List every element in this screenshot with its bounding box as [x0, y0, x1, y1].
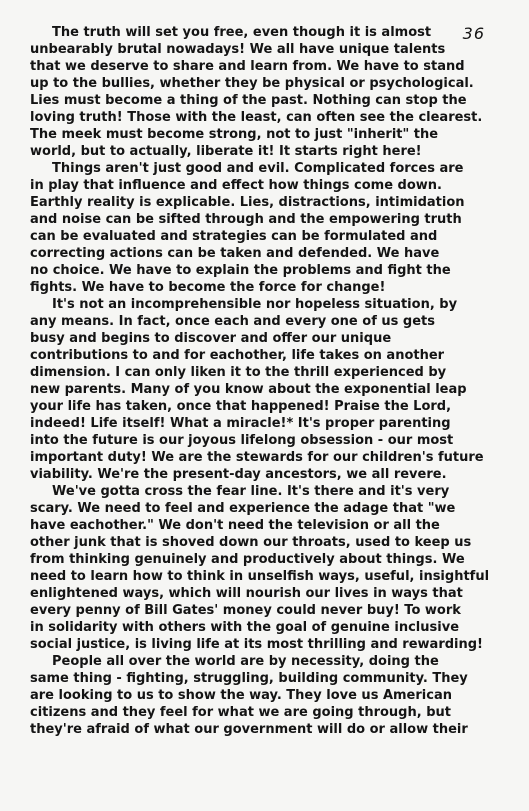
text-line: citizens and they feel for what we are going through, but: [30, 705, 451, 720]
text-line: viability. We're the present-day ancestors, we all revere.: [30, 467, 447, 482]
text-line: Lies must become a thing of the past. Nothing can stop the: [30, 93, 467, 108]
text-line: loving truth! Those with the least, can often see the clearest.: [30, 110, 483, 125]
text-line: social justice, is living life at its most thrilling and rewarding!: [30, 637, 483, 652]
text-line: in play that influence and effect how things come down.: [30, 178, 442, 193]
text-line: new parents. Many of you know about the exponential leap: [30, 382, 467, 397]
text-line: into the future is our joyous lifelong obsession - our most: [30, 433, 454, 448]
text-line: dimension. I can only liken it to the thrill experienced by: [30, 365, 447, 380]
text-line: in solidarity with others with the goal of genuine inclusive: [30, 620, 460, 635]
text-line: any means. In fact, once each and every one of us gets: [30, 314, 435, 329]
text-line: indeed! Life itself! What a miracle!* It's proper parenting: [30, 416, 451, 431]
page-number: 36: [462, 24, 485, 43]
text-line: up to the bullies, whether they be physical or psychological.: [30, 76, 474, 91]
text-line: Things aren't just good and evil. Complicated forces are: [52, 161, 464, 176]
text-line: fights. We have to become the force for change!: [30, 280, 386, 295]
text-line: need to learn how to think in unselfish ways, useful, insightful: [30, 569, 490, 584]
text-line: your life has taken, once that happened! Praise the Lord,: [30, 399, 452, 414]
paragraph-5: [30, 653, 498, 738]
paragraph-2: [30, 160, 498, 296]
text-line: Earthly reality is explicable. Lies, distractions, intimidation: [30, 195, 465, 210]
text-line: People all over the world are by necessity, doing the: [52, 654, 439, 669]
paragraph-3: [30, 296, 498, 483]
text-line: The truth will set you free, even though it is almost: [52, 25, 432, 40]
text-line: unbearably brutal nowadays! We all have unique talents: [30, 42, 446, 57]
text-line: scary. We need to feel and experience the adage that "we: [30, 501, 456, 516]
text-line: enlightened ways, which will nourish our lives in ways that: [30, 586, 463, 601]
text-line: they're afraid of what our government will do or allow their: [30, 722, 468, 737]
text-line: that we deserve to share and learn from. We have to stand: [30, 59, 465, 74]
text-line: important duty! We are the stewards for our children's future: [30, 450, 484, 465]
text-line: every penny of Bill Gates' money could never buy! To work: [30, 603, 461, 618]
text-line: no choice. We have to explain the problems and fight the: [30, 263, 451, 278]
text-line: same thing - fighting, struggling, building community. They: [30, 671, 468, 686]
paragraph-4: [30, 483, 498, 653]
text-line: world, but to actually, liberate it! It starts right here!: [30, 144, 422, 159]
text-line: It's not an incomprehensible nor hopeless situation, by: [52, 297, 458, 312]
text-line: from thinking genuinely and productively about things. We: [30, 552, 465, 567]
text-line: busy and begins to discover and offer our unique: [30, 331, 392, 346]
text-line: and noise can be sifted through and the empowering truth: [30, 212, 462, 227]
text-line: contributions to and for eachother, life takes on another: [30, 348, 445, 363]
text-line: We've gotta cross the fear line. It's there and it's very: [52, 484, 450, 499]
text-line: correcting actions can be taken and defended. We have: [30, 246, 440, 261]
text-line: other junk that is shoved down our throats, used to keep us: [30, 535, 472, 550]
body-text: [30, 24, 498, 738]
text-line: The meek must become strong, not to just "inherit" the: [30, 127, 439, 142]
text-line: are looking to us to show the way. They love us American: [30, 688, 452, 703]
paragraph-1: [30, 24, 498, 160]
text-line: have eachother." We don't need the television or all the: [30, 518, 440, 533]
text-line: can be evaluated and strategies can be formulated and: [30, 229, 438, 244]
